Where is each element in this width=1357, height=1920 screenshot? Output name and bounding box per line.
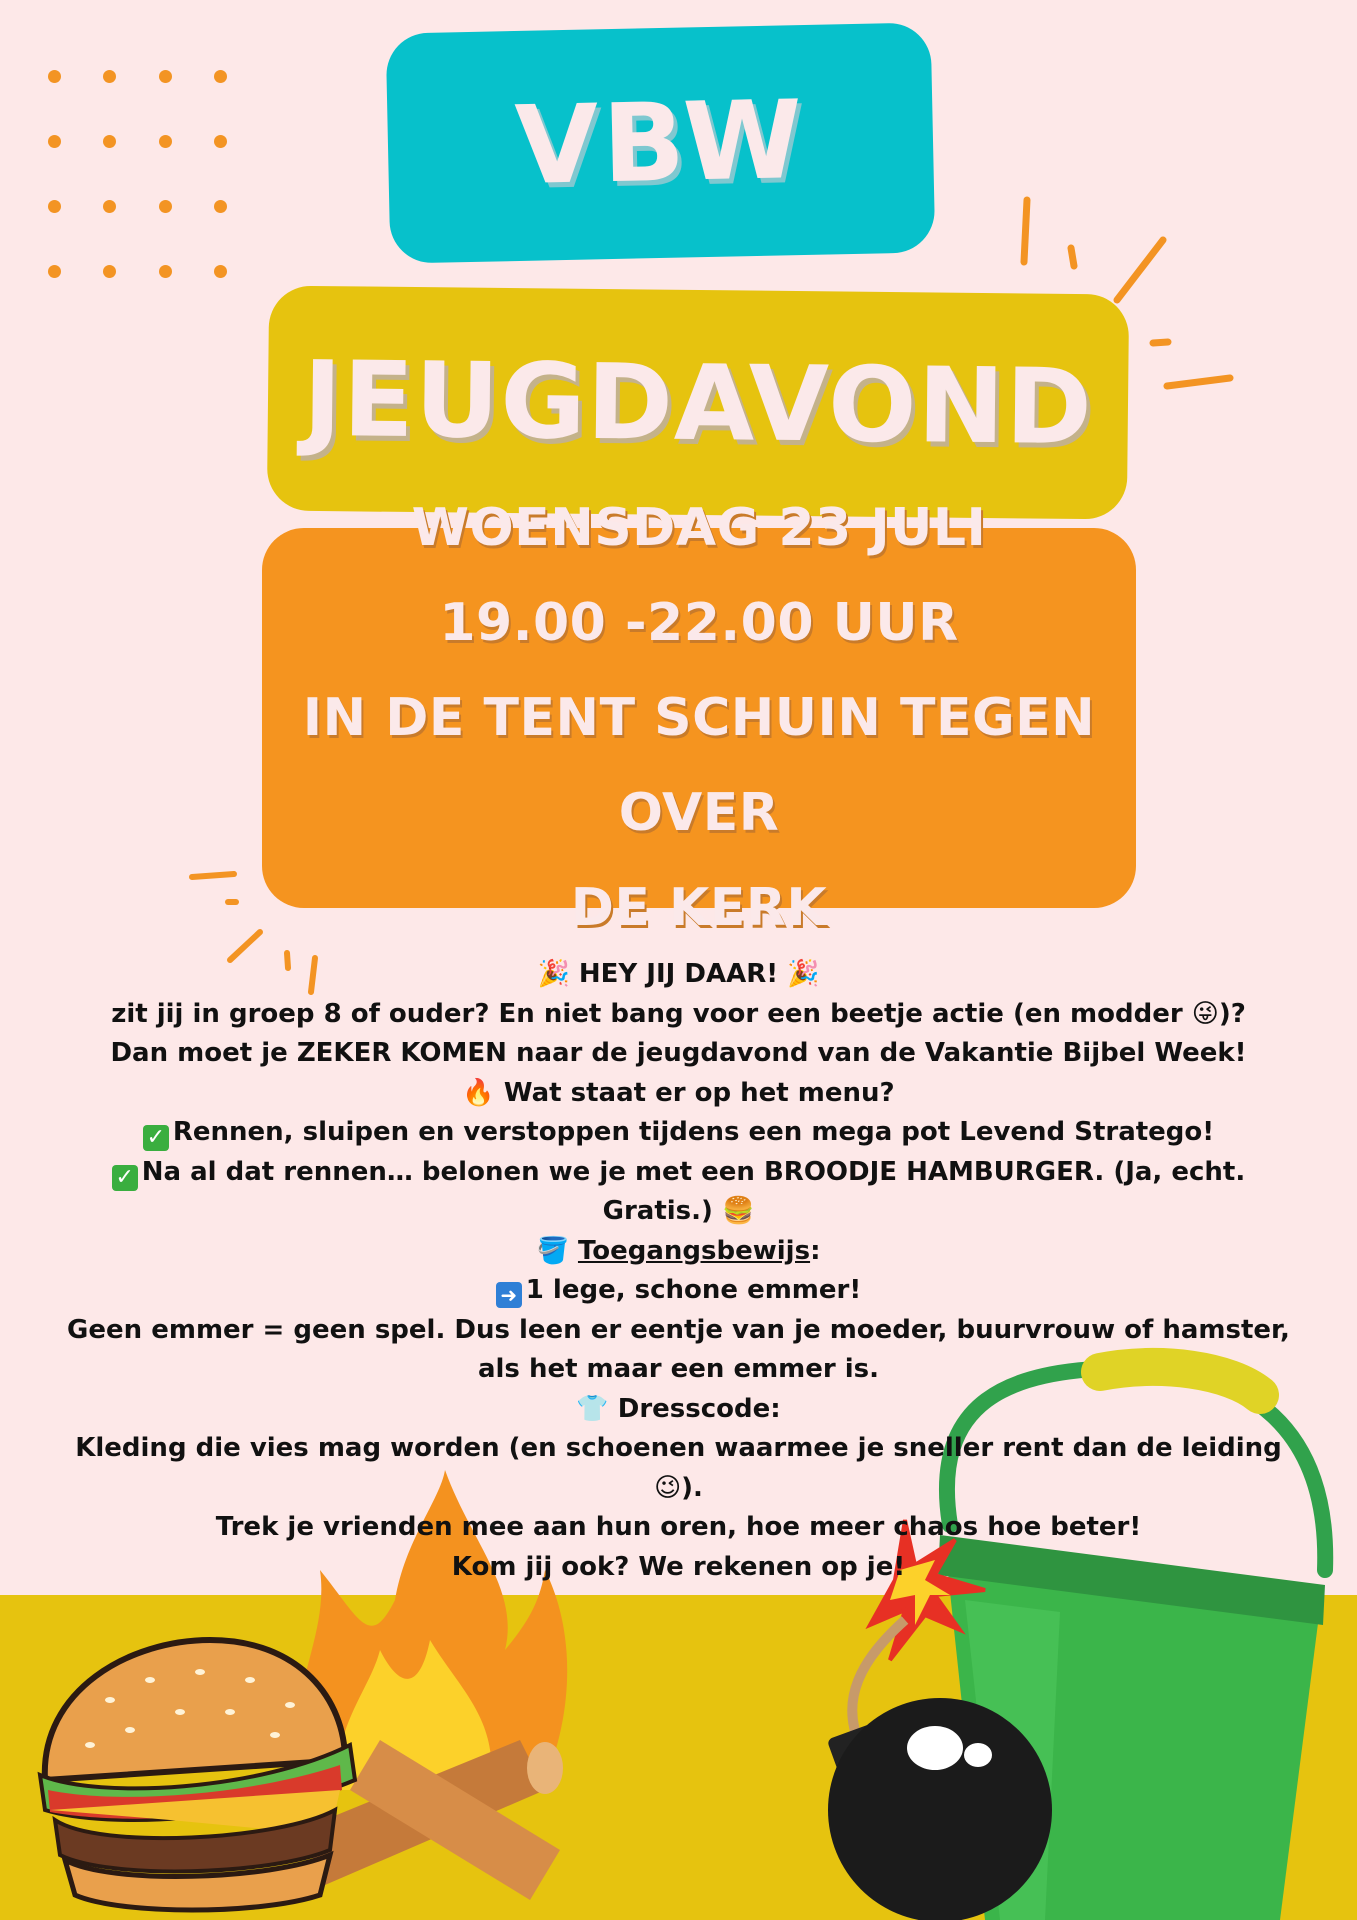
dresscode-label: Dresscode:	[617, 1393, 781, 1424]
fire-icon: 🔥	[462, 1077, 495, 1108]
menu-item-2-line	[40, 1153, 1317, 1193]
event-location-line1: IN DE TENT SCHUIN TEGEN OVER	[302, 687, 1096, 843]
dresscode-text-2: ).	[681, 1472, 703, 1503]
friends-line: Trek je vrienden mee aan hun oren, hoe meer chaos hoe beter!	[215, 1512, 1142, 1542]
menu-item-1: Rennen, sluipen en verstoppen tijdens een mega pot Levend Stratego!	[172, 1117, 1215, 1147]
menu-item-2b: Gratis.)	[602, 1196, 713, 1226]
dresscode-text-1: Kleding die vies mag worden (en schoenen waarmee je sneller rent dan de leiding	[75, 1433, 1282, 1463]
menu-question-line	[40, 1074, 1317, 1114]
ticket-line	[40, 1232, 1317, 1272]
menu-item-2a: Na al dat rennen… belonen we je met een BROODJE HAMBURGER. (Ja, echt.	[141, 1156, 1246, 1187]
winking-face-icon: 😉	[654, 1472, 682, 1503]
check-mark-icon: ✓	[143, 1125, 169, 1151]
menu-item-2-continued	[40, 1192, 1317, 1232]
intro-text-1-end: )?	[1218, 998, 1246, 1029]
intro-text-1: zit jij in groep 8 of ouder? En niet bang voor een beetje actie (en modder	[111, 998, 1183, 1029]
intro-line-2: Dan moet je ZEKER KOMEN naar de jeugdavond van de Vakantie Bijbel Week!	[110, 1038, 1247, 1068]
event-date: WOENSDAG 23 JULI	[411, 497, 987, 558]
menu-item-1-line	[40, 1113, 1317, 1153]
event-time: 19.00 -22.00 UUR	[439, 592, 959, 653]
check-mark-icon: ✓	[112, 1165, 138, 1191]
dresscode-line	[40, 1390, 1317, 1430]
event-location-line2: DE KERK	[570, 877, 828, 938]
hamburger-illustration	[40, 1640, 355, 1910]
vbw-title: VBW	[513, 77, 808, 209]
party-popper-icon: 🎉	[537, 959, 570, 989]
bucket-note-1: Geen emmer = geen spel. Dus leen er eentje van je moeder, buurvrouw of hamster,	[67, 1314, 1290, 1345]
hey-text: HEY JIJ DAAR!	[578, 959, 779, 989]
ticket-item: 1 lege, schone emmer!	[525, 1275, 862, 1305]
closing-line: Kom jij ook? We rekenen op je!	[451, 1551, 906, 1582]
party-popper-icon: 🎉	[787, 959, 820, 989]
zany-face-icon: 😜	[1191, 998, 1219, 1029]
bucket-note-2: als het maar een emmer is.	[477, 1354, 880, 1384]
ticket-item-line	[40, 1271, 1317, 1311]
hamburger-icon: 🍔	[721, 1196, 755, 1226]
intro-line-1	[40, 995, 1317, 1035]
body-text	[40, 955, 1317, 1587]
burst-lines-top-right	[1024, 200, 1230, 386]
ticket-colon: :	[810, 1235, 821, 1266]
arrow-right-icon: ➜	[496, 1282, 522, 1308]
hey-line	[40, 955, 1317, 995]
event-title: JEUGDAVOND	[302, 337, 1094, 468]
ticket-label: Toegangsbewijs	[577, 1235, 811, 1266]
menu-question: Wat staat er op het menu?	[503, 1077, 895, 1108]
tshirt-icon: 👕	[576, 1393, 609, 1424]
dresscode-text-2-line	[40, 1469, 1317, 1509]
bucket-icon: 🪣	[536, 1235, 569, 1266]
